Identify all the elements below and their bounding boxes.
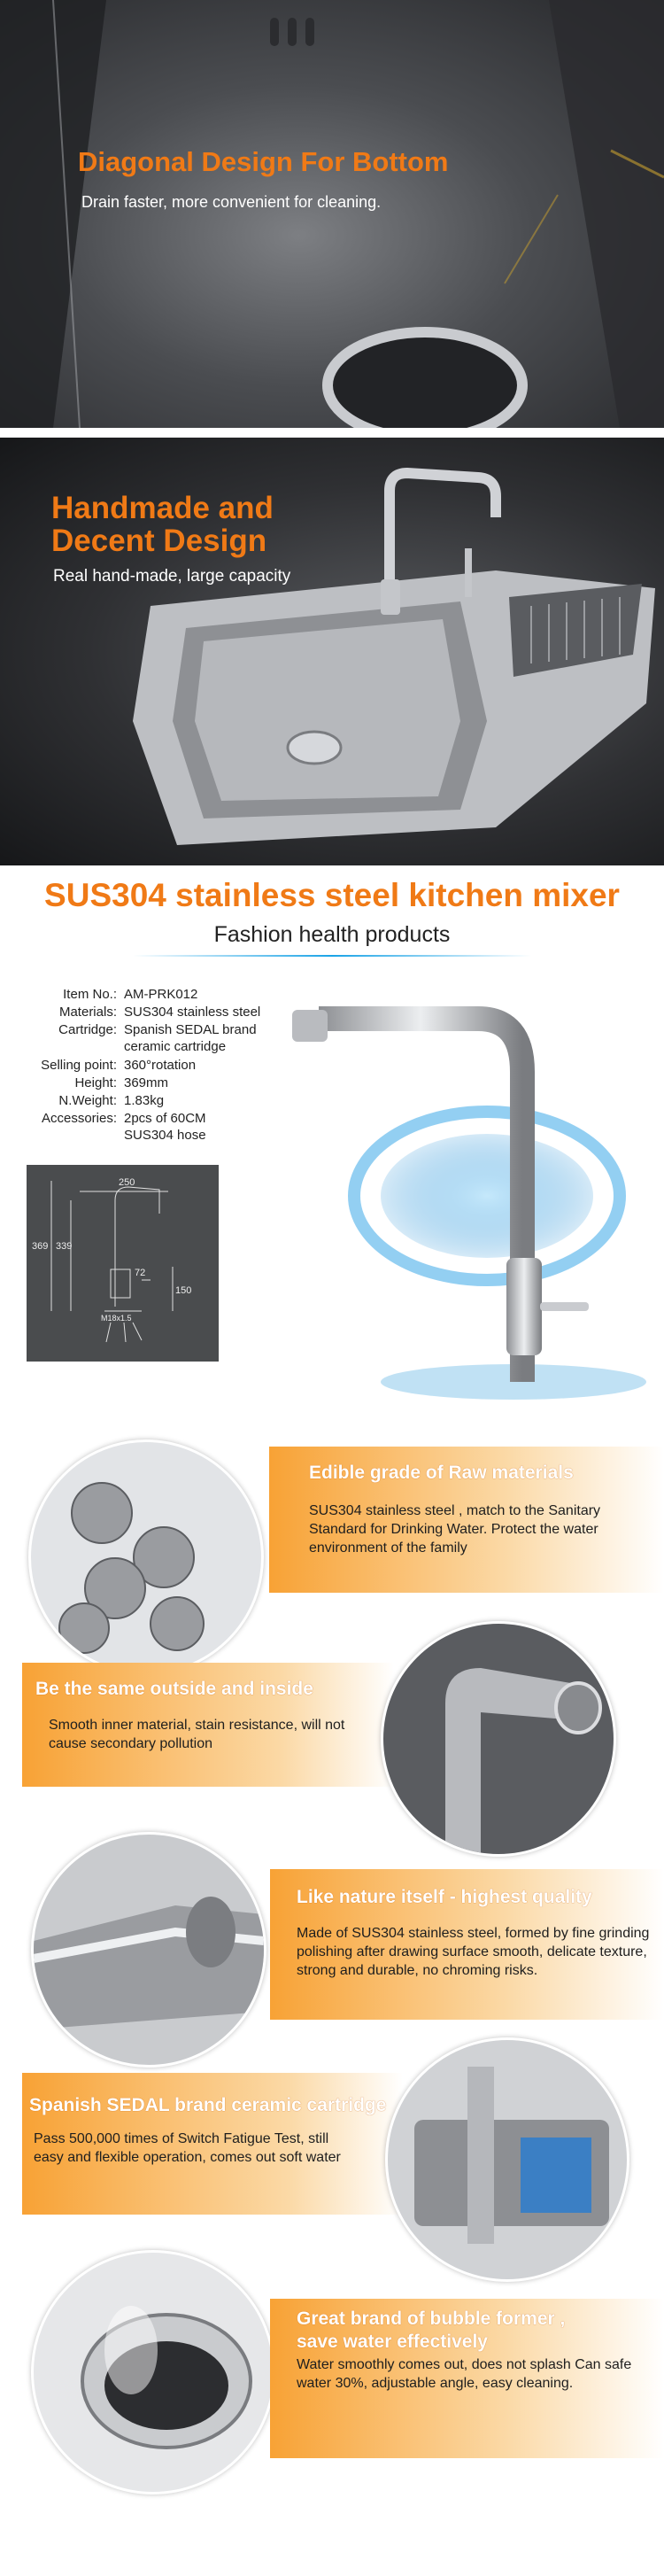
- feature-panel-3: [270, 1869, 664, 2020]
- spec-value: 1.83kg: [124, 1093, 165, 1108]
- dim-250: 250: [119, 1177, 135, 1188]
- feature-1-text: SUS304 stainless steel , match to the Sanitary Standard for Drinking Water. Protect the water environment of the family: [309, 1503, 601, 1556]
- feature-3-title: Like nature itself - highest quality: [297, 1887, 592, 1907]
- feature-3-text: Made of SUS304 stainless steel, formed by fine grinding polishing after drawing surface smooth, delicate texture, strong and durable, no chroming risks.: [297, 1926, 650, 1978]
- feature-panel-2: [22, 1663, 394, 1787]
- dim-369: 369: [32, 1241, 49, 1252]
- dim-72: 72: [135, 1268, 146, 1278]
- spec-value: 360°rotation: [124, 1058, 197, 1073]
- dimension-drawing: [27, 1165, 219, 1362]
- hero2-subtitle: Real hand-made, large capacity: [53, 567, 291, 586]
- spec-key: Accessories:: [41, 1111, 117, 1126]
- feature-2-title: Be the same outside and inside: [35, 1679, 313, 1699]
- faucet-splash-image: [248, 966, 664, 1408]
- feature-panel-5: [270, 2299, 664, 2458]
- feature-4-text: Pass 500,000 times of Switch Fatigue Test, still easy and flexible operation, comes out soft water: [34, 2131, 341, 2165]
- dim-339: 339: [56, 1241, 73, 1252]
- spec-key: Height:: [74, 1075, 117, 1090]
- spec-value: 369mm: [124, 1075, 169, 1090]
- title-divider: [133, 952, 531, 959]
- feature-2-text: Smooth inner material, stain resistance, will not cause secondary pollution: [49, 1718, 345, 1751]
- spec-key: Materials:: [58, 1005, 117, 1020]
- product-subtitle: Fashion health products: [213, 922, 451, 947]
- faucet-dimension-diagram: [27, 1165, 219, 1362]
- feature-5-title: [297, 2308, 565, 2354]
- feature-5-title-line2: save water effectively: [297, 2332, 488, 2352]
- spec-value: SUS304 stainless steel: [124, 1005, 261, 1020]
- sink-bottom-illustration: [0, 0, 664, 428]
- spec-key: Selling point:: [41, 1058, 117, 1073]
- spec-key: Item No.:: [63, 987, 117, 1002]
- feature-panel-4: [22, 2073, 403, 2215]
- faucet-spout-image: [381, 1621, 616, 1857]
- hero-sink-image: [0, 438, 664, 865]
- hero2-title: [51, 492, 274, 557]
- dim-thread: M18x1.5: [101, 1314, 132, 1323]
- feature-5-text: Water smoothly comes out, does not splash Can safe water 30%, adjustable angle, easy cleaning.: [297, 2357, 632, 2391]
- hero1-subtitle: Drain faster, more convenient for cleaning.: [81, 193, 382, 211]
- spec-key: Cartridge:: [58, 1022, 117, 1037]
- spec-value: Spanish SEDAL brand ceramic cartridge: [124, 1022, 257, 1054]
- hero1-title: Diagonal Design For Bottom: [78, 146, 449, 177]
- product-title: SUS304 stainless steel kitchen mixer: [44, 877, 620, 913]
- feature-4-title: Spanish SEDAL brand ceramic cartridge: [29, 2095, 387, 2115]
- spec-value: AM-PRK012: [124, 987, 198, 1002]
- hero2-title-line2: Decent Design: [51, 524, 267, 558]
- ceramic-cartridge-image: [385, 2037, 629, 2282]
- spec-value: 2pcs of 60CM SUS304 hose: [124, 1111, 206, 1143]
- dim-150: 150: [175, 1285, 192, 1296]
- hero-sink-bottom-image: [0, 0, 664, 428]
- spec-key: N.Weight:: [58, 1093, 117, 1108]
- faucet-handle-image: [31, 1832, 266, 2068]
- feature-5-title-line1: Great brand of bubble former ,: [297, 2308, 566, 2329]
- steel-rods-image: [28, 1439, 264, 1675]
- feature-panel-1: [269, 1447, 664, 1593]
- feature-1-title: Edible grade of Raw materials: [309, 1463, 574, 1483]
- bubble-former-image: [31, 2250, 275, 2495]
- hero2-title-line1: Handmade and: [51, 491, 274, 525]
